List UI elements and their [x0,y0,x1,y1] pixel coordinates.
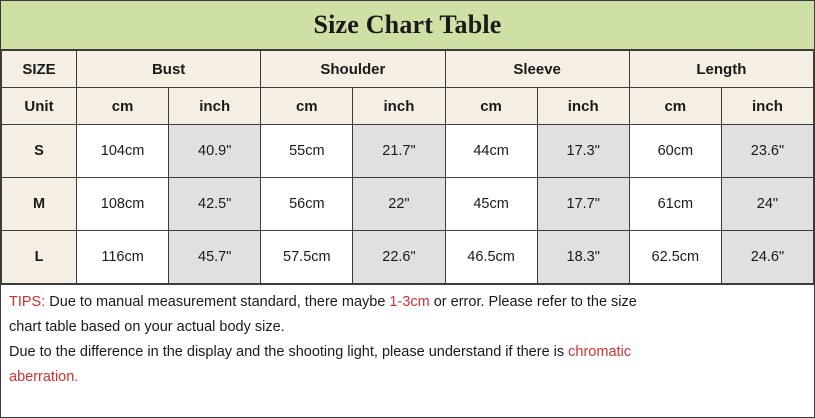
unit-bust-cm: cm [77,88,169,125]
tips-line3-part1: Due to the difference in the display and the shooting light, please understand if there is [9,344,569,360]
cell-sleeve-cm: 44cm [445,125,537,178]
tips-aberration-word: aberration [9,369,75,385]
cell-bust-inch: 42.5" [169,178,261,231]
table-row [2,231,814,284]
cell-bust-cm: 108cm [77,178,169,231]
cell-sleeve-cm: 45cm [445,178,537,231]
unit-sleeve-cm: cm [445,88,537,125]
cell-bust-inch: 45.7" [169,231,261,284]
page-title: Size Chart Table [313,10,502,39]
cell-length-inch: 24.6" [721,231,813,284]
size-chart-table [1,50,814,284]
cell-sleeve-inch: 17.7" [537,178,629,231]
tips-line-1 [9,290,806,315]
unit-shoulder-inch: inch [353,88,445,125]
tips-section [1,284,814,417]
cell-length-cm: 60cm [629,125,721,178]
tips-line1-part2: or error. Please refer to the size [429,294,637,310]
table-header-groups [2,51,814,88]
tips-label: TIPS: [9,294,46,310]
cell-shoulder-cm: 55cm [261,125,353,178]
unit-sleeve-inch: inch [537,88,629,125]
chart-title-bar [1,1,814,50]
cell-bust-cm: 116cm [77,231,169,284]
tips-line1-part1: Due to manual measurement standard, there maybe [45,294,390,310]
cell-shoulder-cm: 56cm [261,178,353,231]
table-row [2,178,814,231]
cell-length-inch: 24" [721,178,813,231]
cell-shoulder-inch: 21.7" [353,125,445,178]
header-sleeve: Sleeve [445,51,629,88]
cell-sleeve-inch: 18.3" [537,231,629,284]
header-length: Length [629,51,813,88]
header-unit-label: Unit [2,88,77,125]
table-header-units [2,88,814,125]
cell-shoulder-inch: 22.6" [353,231,445,284]
header-bust: Bust [77,51,261,88]
tips-line-3 [9,340,806,365]
cell-bust-inch: 40.9" [169,125,261,178]
row-size-label: L [2,231,77,284]
unit-length-cm: cm [629,88,721,125]
cell-length-cm: 61cm [629,178,721,231]
cell-sleeve-inch: 17.3" [537,125,629,178]
row-size-label: S [2,125,77,178]
unit-bust-inch: inch [169,88,261,125]
header-size: SIZE [2,51,77,88]
tips-chromatic-word: chromatic [568,344,632,360]
unit-shoulder-cm: cm [261,88,353,125]
tips-line-2: chart table based on your actual body size. [9,319,285,335]
unit-length-inch: inch [721,88,813,125]
cell-sleeve-cm: 46.5cm [445,231,537,284]
row-size-label: M [2,178,77,231]
cell-length-inch: 23.6" [721,125,813,178]
tips-measure-tolerance: 1-3cm [389,294,430,310]
cell-length-cm: 62.5cm [629,231,721,284]
tips-line4-period: . [74,369,79,385]
tips-line-4 [9,365,806,390]
cell-bust-cm: 104cm [77,125,169,178]
table-row [2,125,814,178]
cell-shoulder-cm: 57.5cm [261,231,353,284]
cell-shoulder-inch: 22" [353,178,445,231]
header-shoulder: Shoulder [261,51,445,88]
